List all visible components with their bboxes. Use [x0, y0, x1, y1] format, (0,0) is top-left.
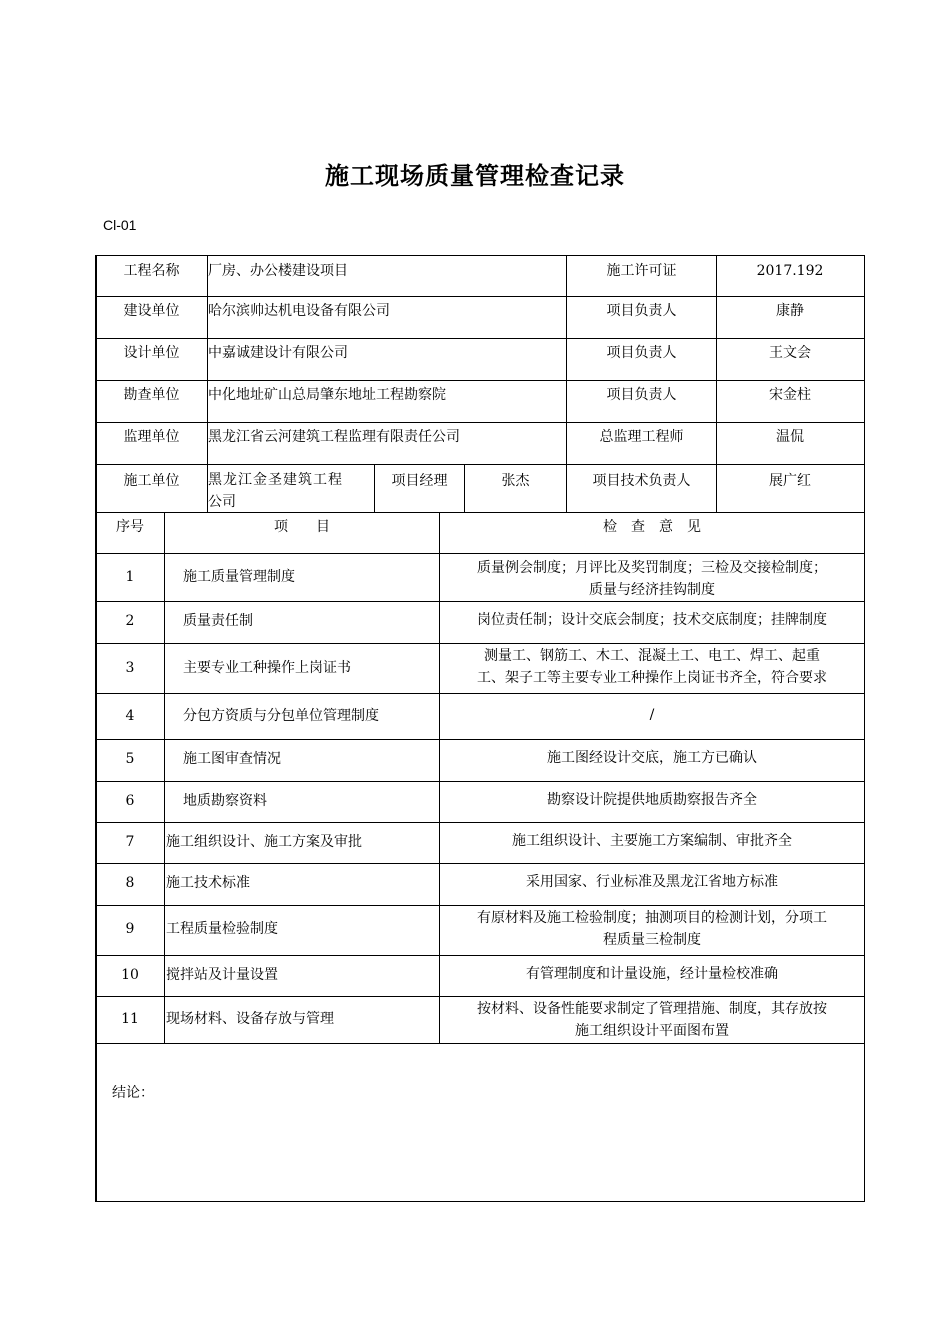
- construction-lead-label: 项目负责人: [606, 303, 677, 319]
- row-7-opinion-line1: 施工组织设计、主要施工方案编制、审批齐全: [512, 833, 792, 849]
- grid-hline: [95, 512, 865, 513]
- grid-vline: [464, 464, 465, 512]
- row-10-opinion-line1: 有管理制度和计量设施，经计量检校准确: [526, 966, 778, 982]
- row-2-no: 2: [125, 613, 135, 629]
- row-5-opinion-line1: 施工图经设计交底，施工方已确认: [547, 750, 757, 766]
- construction-unit-value: 哈尔滨帅达机电设备有限公司: [208, 303, 390, 319]
- grid-vline: [207, 255, 208, 512]
- row-10-item: 搅拌站及计量设置: [166, 967, 278, 983]
- row-8-no: 8: [125, 875, 135, 891]
- grid-hline: [97, 996, 865, 997]
- pm-label: 项目经理: [391, 473, 448, 489]
- survey-unit-label: 勘查单位: [123, 387, 180, 403]
- grid-hline: [97, 905, 865, 906]
- pm-value: 张杰: [501, 473, 530, 489]
- design-unit-label: 设计单位: [123, 345, 180, 361]
- row-8-item: 施工技术标准: [166, 875, 250, 891]
- row-7-item: 施工组织设计、施工方案及审批: [166, 834, 362, 850]
- row-9-opinion-line1: 有原材料及施工检验制度；抽测项目的检测计划，分项工: [477, 910, 827, 926]
- row-3-opinion-line2: 工、架子工等主要专业工种操作上岗证书齐全，符合要求: [477, 670, 827, 686]
- grid-vline: [374, 464, 375, 512]
- supervision-unit-label: 监理单位: [123, 429, 180, 445]
- survey-unit-value: 中化地址矿山总局肇东地址工程勘察院: [208, 387, 446, 403]
- row-3-no: 3: [125, 660, 135, 676]
- row-11-no: 11: [121, 1011, 139, 1027]
- tech-lead-value: 展广红: [769, 473, 811, 489]
- grid-vline: [439, 512, 440, 1043]
- grid-hline: [95, 338, 865, 339]
- row-5-no: 5: [125, 751, 135, 767]
- row-11-opinion-line1: 按材料、设备性能要求制定了管理措施、制度，其存放按: [477, 1001, 827, 1017]
- header-opinion: 检 查 意 见: [603, 519, 701, 535]
- chief-supervisor-value: 温侃: [776, 429, 804, 445]
- row-4-no: 4: [125, 708, 135, 724]
- row-7-no: 7: [125, 834, 135, 850]
- row-1-item: 施工质量管理制度: [183, 569, 295, 585]
- grid-hline: [95, 464, 865, 465]
- row-2-opinion-line1: 岗位责任制；设计交底会制度；技术交底制度；挂牌制度: [477, 612, 827, 628]
- row-1-opinion-line1: 质量例会制度；月评比及奖罚制度；三检及交接检制度；: [477, 560, 827, 576]
- tech-lead-label: 项目技术负责人: [592, 473, 691, 489]
- grid-hline: [95, 380, 865, 381]
- row-11-opinion-line2: 施工组织设计平面图布置: [575, 1023, 729, 1039]
- project-name-value: 厂房、办公楼建设项目: [208, 263, 348, 279]
- row-9-no: 9: [125, 921, 135, 937]
- row-9-opinion-line2: 程质量三检制度: [603, 932, 701, 948]
- row-5-item: 施工图审查情况: [183, 751, 281, 767]
- header-item: 项 目: [274, 519, 330, 535]
- grid-hline: [97, 693, 865, 694]
- supervision-unit-value: 黑龙江省云河建筑工程监理有限责任公司: [208, 429, 460, 445]
- document-title: 施工现场质量管理检查记录: [325, 162, 625, 190]
- conclusion-label: 结论：: [112, 1085, 154, 1101]
- survey-lead-label: 项目负责人: [606, 387, 677, 403]
- chief-supervisor-label: 总监理工程师: [599, 429, 684, 445]
- table-left-border: [95, 255, 97, 1202]
- header-no: 序号: [116, 519, 144, 535]
- row-8-opinion-line1: 采用国家、行业标准及黑龙江省地方标准: [526, 874, 778, 890]
- grid-hline: [97, 643, 865, 644]
- row-6-no: 6: [125, 793, 135, 809]
- grid-hline: [97, 601, 865, 602]
- row-3-item: 主要专业工种操作上岗证书: [183, 660, 351, 676]
- row-4-opinion-line1: /: [649, 707, 655, 723]
- survey-lead-value: 宋金柱: [769, 387, 811, 403]
- row-6-opinion-line1: 勘察设计院提供地质勘察报告齐全: [547, 792, 757, 808]
- grid-hline: [97, 781, 865, 782]
- design-lead-label: 项目负责人: [606, 345, 677, 361]
- grid-hline: [95, 1043, 865, 1044]
- contractor-label: 施工单位: [123, 473, 180, 489]
- row-9-item: 工程质量检验制度: [166, 921, 278, 937]
- grid-hline: [95, 296, 865, 297]
- table-top-border: [95, 255, 865, 256]
- row-1-no: 1: [125, 569, 135, 585]
- design-lead-value: 王文会: [769, 345, 811, 361]
- grid-hline: [97, 955, 865, 956]
- table-right-border: [864, 255, 865, 1202]
- construction-lead-value: 康静: [776, 303, 804, 319]
- grid-hline: [97, 822, 865, 823]
- row-4-item: 分包方资质与分包单位管理制度: [183, 708, 379, 724]
- grid-hline: [95, 422, 865, 423]
- table-bottom-border: [95, 1201, 865, 1202]
- grid-vline: [716, 255, 717, 512]
- row-1-opinion-line2: 质量与经济挂钩制度: [589, 582, 715, 598]
- permit-label: 施工许可证: [606, 263, 677, 279]
- construction-unit-label: 建设单位: [123, 303, 180, 319]
- grid-hline: [97, 553, 865, 554]
- contractor-value-line1: 黑龙江金圣建筑工程: [208, 472, 343, 488]
- project-name-label: 工程名称: [123, 263, 180, 279]
- grid-vline: [566, 255, 567, 512]
- row-10-no: 10: [121, 967, 139, 983]
- permit-value: 2017.192: [756, 263, 824, 279]
- row-2-item: 质量责任制: [183, 613, 253, 629]
- design-unit-value: 中嘉诚建设计有限公司: [208, 345, 348, 361]
- row-11-item: 现场材料、设备存放与管理: [166, 1011, 334, 1027]
- contractor-value-line2: 公司: [208, 494, 236, 510]
- grid-hline: [97, 739, 865, 740]
- grid-hline: [97, 863, 865, 864]
- row-6-item: 地质勘察资料: [183, 793, 267, 809]
- grid-vline: [164, 512, 165, 1043]
- form-code: Cl-01: [103, 217, 137, 233]
- row-3-opinion-line1: 测量工、钢筋工、木工、混凝土工、电工、焊工、起重: [484, 648, 820, 664]
